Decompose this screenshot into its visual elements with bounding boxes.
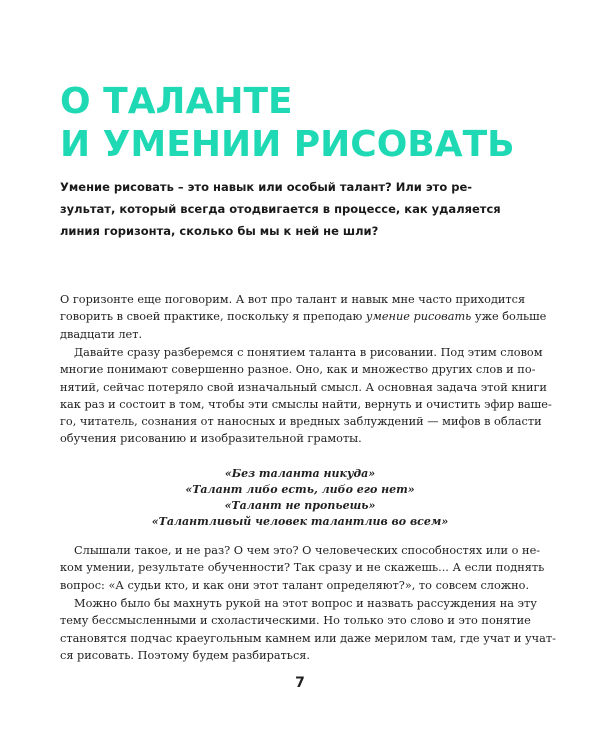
text-line: ся рисовать. Поэтому будем разбираться. bbox=[60, 648, 311, 662]
emphasis-text: умение рисовать bbox=[365, 310, 472, 324]
lead-line: зультат, который всегда отодвигается в процессе, как удаляется bbox=[60, 202, 501, 216]
lead-paragraph bbox=[60, 176, 540, 242]
text-line: двадцати лет. bbox=[60, 327, 143, 341]
page-title bbox=[60, 80, 560, 166]
text-line: Можно было бы махнуть рукой на этот вопрос и назвать рассуждения на эту bbox=[74, 597, 537, 610]
quote-line: «Талантливый человек талантлив во всем» bbox=[151, 515, 449, 528]
quote-line: «Талант либо есть, либо его нет» bbox=[185, 483, 415, 496]
text-line: нятий, сейчас потеряло свой изначальный смысл. А основная задача этой книги bbox=[60, 380, 547, 394]
text-line: становятся подчас краеугольным камнем или даже мерилом там, где учат и учат- bbox=[60, 631, 556, 645]
quotes-block bbox=[60, 466, 540, 530]
lead-line: линия горизонта, сколько бы мы к ней не шли? bbox=[60, 224, 379, 238]
quote-line: «Без таланта никуда» bbox=[224, 467, 376, 480]
text-fragment: говорить в своей практике, поскольку я преподаю bbox=[60, 310, 366, 324]
text-line: ком умении, результате обученности? Так сразу и не скажешь... А если поднять bbox=[60, 561, 545, 575]
text-line: го, читатель, сознания от наносных и вредных заблуждений — мифов в области bbox=[60, 415, 542, 429]
text-line: Слышали такое, и не раз? О чем это? О человеческих способностях или о не- bbox=[74, 544, 541, 557]
text-line: тему бессмысленными и схоластическими. Но только это слово и это понятие bbox=[60, 614, 531, 628]
paragraph-3 bbox=[60, 542, 544, 594]
text-line: как раз и состоит в том, чтобы эти смыслы найти, вернуть и очистить эфир ваше- bbox=[60, 397, 552, 411]
paragraph-4 bbox=[60, 595, 556, 664]
text-line: Давайте сразу разберемся с понятием таланта в рисовании. Под этим словом bbox=[74, 346, 543, 359]
text-line: О горизонте еще поговорим. А вот про талант и навык мне часто приходится bbox=[60, 293, 526, 306]
paragraph-2 bbox=[60, 344, 552, 448]
title-line-1: О ТАЛАНТЕ bbox=[60, 81, 293, 122]
text-line: обучения рисованию и изобразительной грамоты. bbox=[60, 432, 362, 446]
text-line bbox=[60, 308, 547, 325]
text-line: вопрос: «А судьи кто, и как они этот талант определяют?», то совсем сложно. bbox=[60, 578, 530, 592]
page-number: 7 bbox=[295, 675, 305, 691]
text-fragment: уже больше bbox=[471, 310, 547, 324]
text-line: многие понимают совершенно разное. Оно, как и множество других слов и по- bbox=[60, 363, 536, 377]
quote-line: «Талант не пропьешь» bbox=[224, 499, 376, 512]
lead-line: Умение рисовать – это навык или особый талант? Или это ре- bbox=[60, 180, 473, 194]
paragraph-1 bbox=[60, 291, 547, 343]
title-line-2: И УМЕНИИ РИСОВАТЬ bbox=[60, 124, 515, 165]
